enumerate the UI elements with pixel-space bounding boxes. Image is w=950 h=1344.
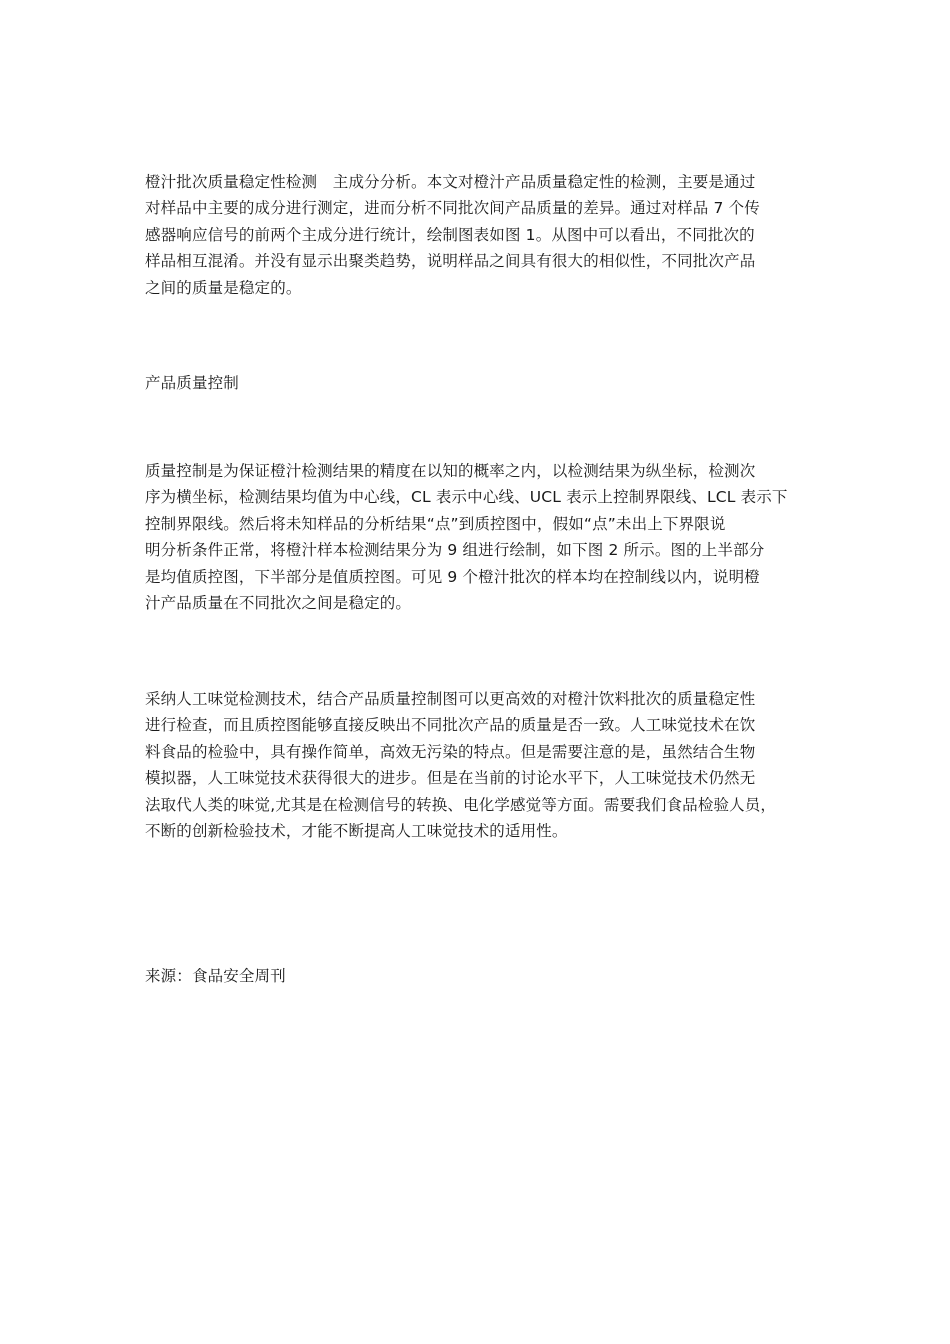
text-line: 模拟器，人工味觉技术获得很大的进步。但是在当前的讨论水平下，人工味觉技术仍然无 [145, 769, 756, 788]
text-line: 样品相互混淆。并没有显示出聚类趋势，说明样品之间具有很大的相似性，不同批次产品 [145, 252, 756, 271]
text-line: 料食品的检验中，具有操作简单，高效无污染的特点。但是需要注意的是，虽然结合生物 [145, 742, 756, 761]
source-text: 来源：食品安全周刊 [145, 967, 286, 985]
text-line: 对样品中主要的成分进行测定，进而分析不同批次间产品质量的差异。通过对样品 7 个传 [145, 199, 760, 218]
section-heading [145, 370, 815, 396]
text-line: 采纳人工味觉检测技术，结合产品质量控制图可以更高效的对橙汁饮料批次的质量稳定性 [145, 690, 756, 708]
paragraph-pca-analysis [145, 169, 815, 301]
paragraph-quality-control [145, 458, 815, 616]
text-line: 橙汁批次质量稳定性检测 主成分分析。本文对橙汁产品质量稳定性的检测，主要是通过 [145, 173, 756, 191]
text-line: 法取代人类的味觉,尤其是在检测信号的转换、电化学感觉等方面。需要我们食品检验人员， [145, 795, 777, 814]
text-line: 明分析条件正常，将橙汁样本检测结果分为 9 组进行绘制，如下图 2 所示。图的上半部分 [145, 541, 765, 560]
heading-text: 产品质量控制 [145, 374, 239, 392]
source-note [145, 963, 815, 989]
text-line: 不断的创新检验技术，才能不断提高人工味觉技术的适用性。 [145, 821, 568, 840]
text-line: 控制界限线。然后将未知样品的分析结果“点”到质控图中，假如“点”未出上下界限说 [145, 514, 726, 533]
text-line: 感器响应信号的前两个主成分进行统计，绘制图表如图 1。从图中可以看出，不同批次的 [145, 225, 755, 244]
text-line: 之间的质量是稳定的。 [145, 278, 302, 297]
paragraph-artificial-taste [145, 686, 815, 844]
text-line: 质量控制是为保证橙汁检测结果的精度在以知的概率之内，以检测结果为纵坐标，检测次 [145, 462, 756, 480]
text-line: 汁产品质量在不同批次之间是稳定的。 [145, 593, 412, 612]
text-line: 进行检查，而且质控图能够直接反映出不同批次产品的质量是否一致。人工味觉技术在饮 [145, 716, 756, 735]
text-line: 序为横坐标，检测结果均值为中心线，CL 表示中心线、UCL 表示上控制界限线、LCL 表示下 [145, 488, 788, 507]
text-line: 是均值质控图，下半部分是值质控图。可见 9 个橙汁批次的样本均在控制线以内，说明橙 [145, 567, 760, 586]
